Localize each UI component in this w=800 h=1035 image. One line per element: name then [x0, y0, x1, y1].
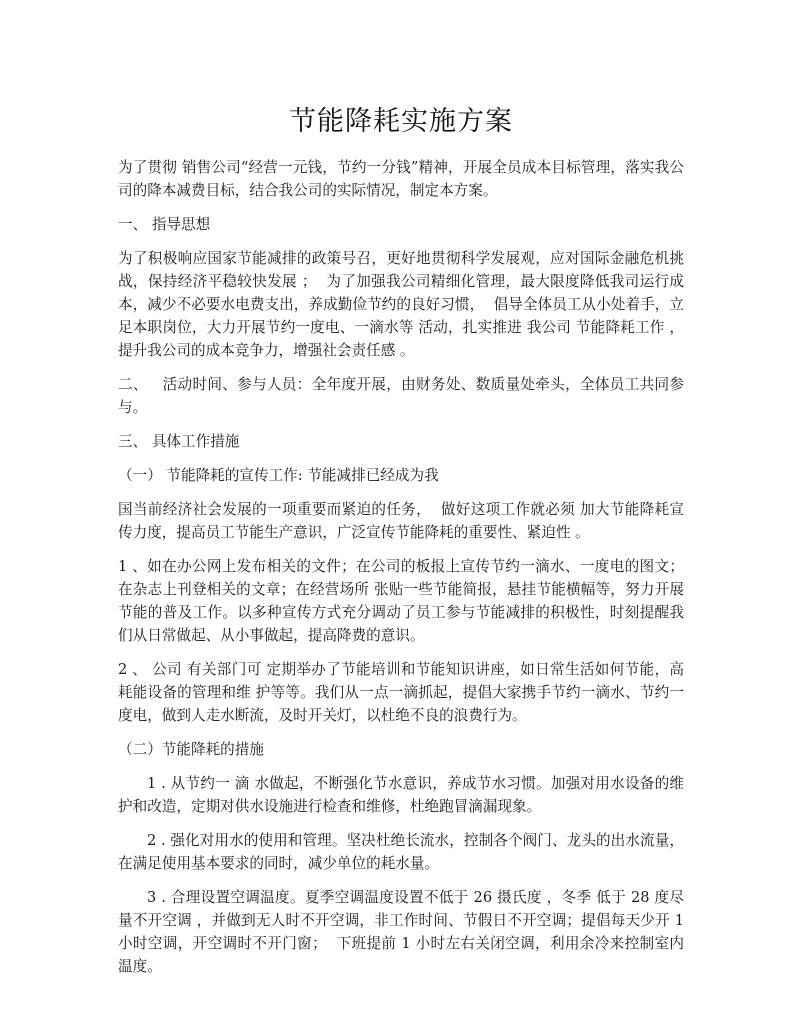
measure-item-3: 3 . 合理设置空调温度。夏季空调温度设置不低于 26 摄氏度 ，冬季 低于 28 度尽量不开空调 ，并做到无人时不开空调，非工作时间、节假日不开空调；提倡每天少开 1 小时空调，开空调时不开门窗； 下班提前 1 小时左右关闭空调，利用余冷来控制室内温度。: [118, 889, 689, 975]
section-1-heading: 一、 指导思想: [118, 216, 211, 233]
section-1-body: 为了积极响应国家节能减排的政策号召，更好地贯彻科学发展观，应对国际金融危机挑战，保持经济平稳较快发展 ； 为了加强我公司精细化管理，最大限度降低我司运行成本，减少不必要水电费支出，养成勤俭节约的良好习惯， 倡导全体员工从小处着手，立足本职岗位，大力开展节约一度电、一滴水等 活动，扎实推进 我公司 节能降耗工作 ，提升我公司的成本竞争力，增强社会责任感 。: [118, 250, 684, 359]
publicity-item-1: 1 、如在办公网上发布相关的文件；在公司的板报上宣传节约一滴水、一度电的图文；在杂志上刊登相关的文章；在经营场所 张贴一些节能简报，悬挂节能横幅等，努力开展节能的普及工作。以多种宣传方式充分调动了员工参与节能减排的积极性，时刻提醒我们从日常做起、从小事做起，提高降费的意识。: [118, 558, 684, 644]
subsection-1-heading: （一） 节能降耗的宣传工作: 节能减排已经成为我: [118, 467, 439, 484]
document-page: [118, 100, 689, 989]
subsection-2-heading: （二）节能降耗的措施: [118, 741, 264, 758]
measure-item-2: 2 . 强化对用水的使用和管理。坚决杜绝长流水，控制各个阀门、龙头的出水流量，在满足使用基本要求的同时，减少单位的耗水量。: [118, 832, 684, 872]
subsection-1-body: 国当前经济社会发展的一项重要而紧迫的任务， 做好这项工作就必须 加大节能降耗宣传力度，提高员工节能生产意识，广泛宣传节能降耗的重要性、紧迫性 。: [118, 501, 684, 541]
measure-item-1: 1 . 从节约一 滴 水做起，不断强化节水意识，养成节水习惯。加强对用水设备的维护和改造，定期对供水设施进行检查和维修，杜绝跑冒滴漏现象。: [118, 775, 684, 815]
intro-paragraph: 为了贯彻 销售公司“经营一元钱，节约一分钱”精神，开展全员成本目标管理，落实我公司的降本减费目标，结合我公司的实际情况，制定本方案。: [118, 159, 684, 199]
document-title: 节能降耗实施方案: [289, 106, 513, 137]
section-2-paragraph: 二、 活动时间、参与人员：全年度开展，由财务处、数质量处牵头，全体员工共同参与。: [118, 376, 684, 416]
publicity-item-2: 2 、 公司 有关部门可 定期举办了节能培训和节能知识讲座，如日常生活如何节能，高耗能设备的管理和维 护等等。我们从一点一滴抓起，提倡大家携手节约一滴水、节约一度电，做到人走水断流，及时开关灯，以杜绝不良的浪费行为。: [118, 661, 684, 724]
section-3-heading: 三、 具体工作措施: [118, 433, 240, 450]
